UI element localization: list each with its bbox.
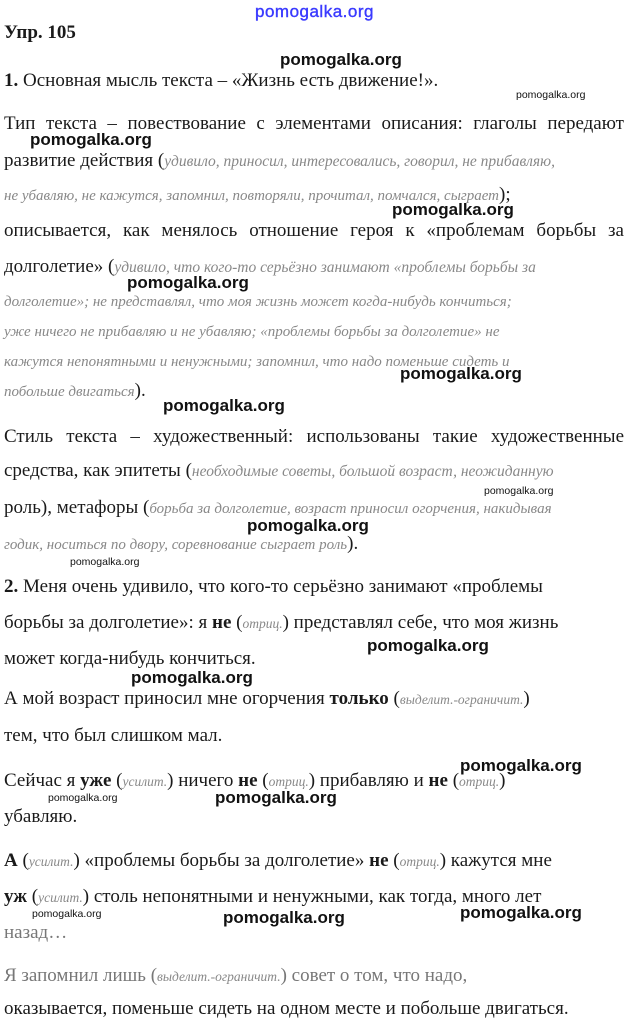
role-word: роль (4, 497, 41, 518)
s2-p1-line3: может когда-нибудь кончиться. (4, 648, 256, 669)
verbs-line-2 (4, 184, 624, 207)
s2-p3-a: Сейчас я (4, 770, 81, 791)
watermark-small-3: pomogalka.org (70, 556, 140, 568)
s2-p3-note3: отриц. (459, 774, 500, 789)
watermark-small-5: pomogalka.org (32, 908, 102, 920)
watermark-11: pomogalka.org (215, 788, 337, 807)
s2-p2-line2: тем, что был слишком мал. (4, 725, 223, 746)
s2-p2-a: А мой возраст приносил мне огорчения (4, 688, 330, 709)
watermark-7: pomogalka.org (247, 516, 369, 535)
metaphors-examples-2: годик, носиться по двору, соревнование сыграет роль (4, 537, 348, 553)
watermark-9: pomogalka.org (131, 668, 253, 687)
watermark-1: pomogalka.org (280, 50, 402, 69)
s2-p2-note: выделит.-ограничит. (399, 692, 524, 707)
quote-line-4 (4, 380, 624, 403)
watermark-small-4: pomogalka.org (48, 792, 118, 804)
watermark-small-2: pomogalka.org (484, 485, 554, 497)
s2-p4-b: ) «проблемы борьбы за долголетие» (73, 850, 370, 871)
style-line: Стиль текста – художественный: использованы такие художественные (4, 426, 624, 447)
development-line (4, 150, 624, 173)
metaphors-line-2 (4, 533, 624, 556)
quote-line-4-end: ). (134, 380, 146, 401)
s2-p2-line1 (4, 688, 624, 711)
watermark-3: pomogalka.org (392, 200, 514, 219)
means-line (4, 460, 624, 483)
s2-p5-line2: оказывается, поменьше сидеть на одном месте и побольше двигаться. (4, 998, 569, 1019)
text-type-line: Тип текста – повествование с элементами описания: глаголы передают (4, 113, 624, 134)
quote-text-1: долголетие»; не представлял, что моя жизнь может когда-нибудь кончиться; (4, 294, 512, 310)
s2-p1-ne: не (212, 612, 232, 633)
metaphors-start: ), метафоры ( (40, 497, 150, 518)
s2-p1-text1: Меня очень удивило, что кого-то серьёзно занимают «проблемы (18, 576, 543, 597)
s2-p2-open: ( (388, 688, 400, 709)
s2-p5-a: Я запомнил (4, 965, 104, 986)
metaphors-line-2-end: ). (347, 533, 359, 554)
watermark-13: pomogalka.org (460, 903, 582, 922)
quote-line-2 (4, 320, 624, 343)
s2-p1-line1 (4, 576, 624, 598)
s2-p1-note: отриц. (242, 616, 283, 631)
s2-p1-a: борьбы за долголетие»: я (4, 612, 213, 633)
quote-line-1 (4, 290, 624, 313)
s2-p4-note3: усилит. (38, 890, 83, 905)
epithets-examples: необходимые советы, большой возраст, неожиданную (191, 463, 554, 480)
development-start: развитие действия ( (4, 150, 165, 171)
watermark-6: pomogalka.org (163, 396, 285, 415)
s2-p3-c: ) прибавляю и (308, 770, 429, 791)
s2-p3-ne1: не (238, 770, 258, 791)
quote-text-4: побольше двигаться (4, 384, 135, 400)
s2-p2-close: ) (523, 688, 530, 709)
s2-p3-line1: Сейчас я уже (усилит.) ничего не (отриц.) прибавляю и не (отриц.) (4, 770, 506, 791)
means-start: средства, как эпитеты ( (4, 460, 192, 481)
verbs-examples-2: не убавляю, не кажутся, запомнил, повторяли, прочитал, помчался, сыграет (4, 188, 500, 204)
s2-p4-line2: уж (усилит.) столь непонятными и ненужными, как тогда, много лет (4, 886, 542, 907)
s2-p4-a-word: А (4, 850, 18, 871)
s2-p3-ne2: не (428, 770, 448, 791)
s2-p1-b: ) представлял себе, что моя жизнь (282, 612, 559, 633)
exercise-heading: Упр. 105 (4, 22, 76, 43)
quote-line-3 (4, 350, 624, 373)
s2-p5-line1: Я запомнил лишь (выделит.-ограничит.) совет о том, что надо, (4, 965, 468, 986)
site-watermark-top: pomogalka.org (255, 2, 374, 21)
s2-p3-uzhe: уже (80, 770, 112, 791)
watermark-4: pomogalka.org (127, 273, 249, 292)
verbs-line-2-end: ); (499, 184, 511, 205)
s2-p5-lish: лишь (103, 965, 146, 986)
longevity-line (4, 256, 624, 279)
watermark-12: pomogalka.org (223, 908, 345, 927)
longevity-examples: удивило, что кого-то серьёзно занимают «проблемы борьбы за (114, 259, 536, 276)
watermark-small-1: pomogalka.org (516, 89, 586, 101)
s2-p4-ne: не (369, 850, 389, 871)
s2-p4-d: ) столь непонятными и ненужными, как тогда, много лет (82, 886, 542, 907)
s2-p3-b: ) ничего (167, 770, 239, 791)
s2-p4-c: ) кажутся мне (439, 850, 552, 871)
s2-p4-uzh: уж (4, 886, 28, 907)
s2-p4-note2: отриц. (399, 854, 440, 869)
watermark-10: pomogalka.org (460, 756, 582, 775)
s2-p4-line1: А (усилит.) «проблемы борьбы за долголетие» не (отриц.) кажутся мне (4, 850, 552, 871)
s2-p1-open: ( (231, 612, 243, 633)
watermark-2: pomogalka.org (30, 130, 152, 149)
quote-text-2: уже ничего не прибавляю и не убавляю; «проблемы борьбы за долголетие» не (4, 324, 500, 340)
s2-p5-note: выделит.-ограничит. (157, 969, 281, 984)
main-idea-text: Основная мысль текста – «Жизнь есть движение!». (18, 70, 439, 91)
s2-p4-line3: назад… (4, 922, 68, 943)
describes-line: описывается, как менялось отношение героя к «проблемам борьбы за (4, 220, 624, 241)
quote-text-3: кажутся непонятными и ненужными; запомнил, что надо поменьше сидеть и (4, 354, 510, 370)
section-1-number: 1. (4, 70, 19, 91)
s2-p3-note1: усилит. (122, 774, 168, 789)
watermark-8: pomogalka.org (367, 636, 489, 655)
development-examples: удивило, приносил, интересовались, говорил, не прибавляю, (164, 153, 555, 170)
s2-p3-line2: убавляю. (4, 806, 78, 827)
s2-p2-tolko: только (329, 688, 389, 709)
watermark-5: pomogalka.org (400, 364, 522, 383)
s2-p4-note1: усилит. (28, 854, 74, 869)
metaphors-examples: борьба за долголетие, возраст приносил огорчения, накидывая (149, 501, 552, 517)
s2-p3-note2: отриц. (268, 774, 309, 789)
s2-p5-b: ) совет о том, что надо, (280, 965, 468, 986)
longevity-start: долголетие» ( (4, 256, 115, 277)
s2-p1-line2 (4, 612, 624, 635)
section-2-number: 2. (4, 576, 19, 597)
